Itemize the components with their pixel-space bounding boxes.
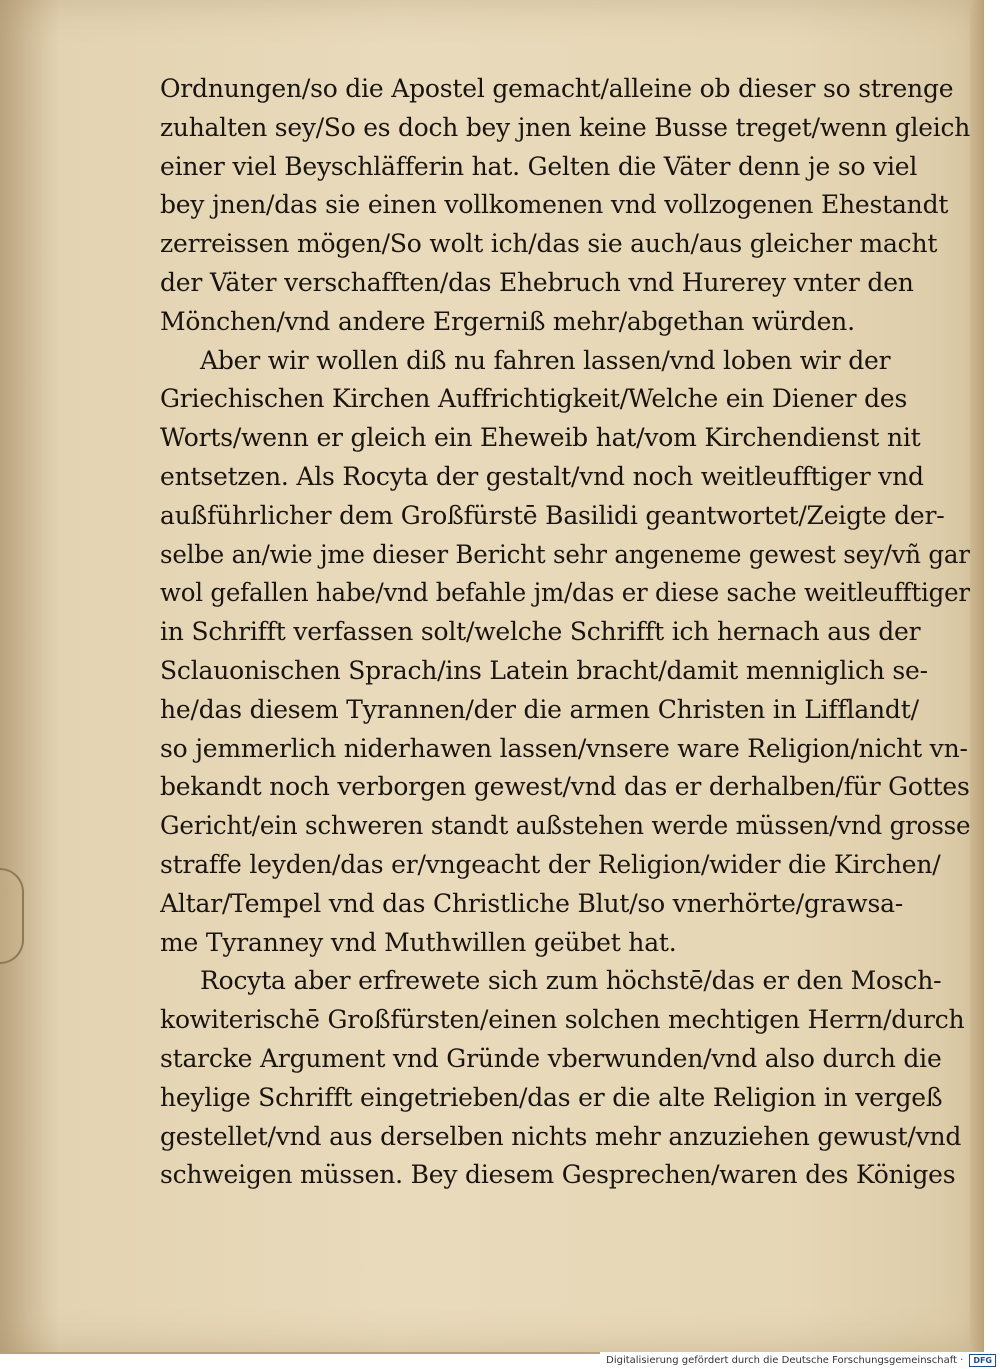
text-line: Altar/Tempel vnd das Christliche Blut/so vnerhörte/grawsa- (160, 888, 904, 918)
body-text (160, 70, 970, 1200)
text-line: gestellet/vnd aus derselben nichts mehr anzuziehen gewust/vnd (160, 1121, 962, 1151)
funding-text: Digitalisierung gefördert durch die Deutsche Forschungsgemeinschaft · (606, 1355, 964, 1366)
text-line: außführlicher dem Großfürstē Basilidi geantwortet/Zeigte der- (160, 500, 945, 530)
text-line: in Schrifft verfassen solt/welche Schrifft ich hernach aus der (160, 617, 921, 647)
dfg-logo-icon: DFG (969, 1354, 996, 1367)
text-line: me Tyranney vnd Muthwillen geübet hat. (160, 927, 677, 957)
text-line: zuhalten sey/So es doch bey jnen keine Busse treget/wenn gleich (160, 112, 970, 142)
page-clip-mark (0, 868, 24, 964)
text-line: bey jnen/das sie einen vollkomenen vnd vollzogenen Ehestandt (160, 190, 949, 220)
text-line: starcke Argument vnd Gründe vberwunden/vnd also durch die (160, 1043, 942, 1073)
text-line (160, 1195, 970, 1200)
text-line: schweigen müssen. Bey diesem Gesprechen/waren des Königes (160, 1160, 956, 1190)
text-line: zerreissen mögen/So wolt ich/das sie auch/aus gleicher macht (160, 229, 938, 259)
text-line: Ordnungen/so die Apostel gemacht/alleine ob dieser so strenge (160, 74, 954, 103)
text-line: Mönchen/vnd andere Ergerniß mehr/abgethan würden. (160, 306, 855, 336)
text-line: einer viel Beyschläfferin hat. Gelten die Väter denn je so viel (160, 151, 918, 181)
text-line: he/das diesem Tyrannen/der die armen Christen in Lifflandt/ (160, 694, 919, 724)
funding-credit (600, 1352, 1000, 1369)
text-line: selbe an/wie jme dieser Bericht sehr angeneme gewest sey/vñ gar (160, 539, 970, 569)
text-line: Sclauonischen Sprach/ins Latein bracht/damit menniglich se- (160, 655, 928, 685)
text-line: Aber wir wollen diß nu fahren lassen/vnd loben wir der (200, 345, 891, 375)
text-line: straffe leyden/das er/vngeacht der Religion/wider die Kirchen/ (160, 849, 941, 879)
text-line: entsetzen. Als Rocyta der gestalt/vnd noch weitleufftiger vnd (160, 461, 924, 491)
text-line: kowiterischē Großfürsten/einen solchen mechtigen Herrn/durch (160, 1005, 965, 1035)
text-line: Gericht/ein schweren standt außstehen werde müssen/vnd grosse (160, 811, 970, 841)
text-line: bekandt noch verborgen gewest/vnd das er derhalben/für Gottes (160, 772, 970, 802)
text-line: der Väter verschafften/das Ehebruch vnd Hurerey vnter den (160, 267, 914, 297)
text-line: Rocyta aber erfrewete sich zum höchstē/das er den Mosch- (200, 966, 942, 996)
text-line: so jemmerlich niderhawen lassen/vnsere ware Religion/nicht vn- (160, 733, 968, 763)
page-edge (970, 0, 982, 1352)
text-line: heylige Schrifft eingetrieben/das er die alte Religion in vergeß (160, 1082, 943, 1112)
text-line: wol gefallen habe/vnd befahle jm/das er diese sache weitleufftiger (160, 578, 970, 608)
text-line: Griechischen Kirchen Auffrichtigkeit/Welche ein Diener des (160, 384, 908, 414)
text-line: Worts/wenn er gleich ein Eheweib hat/vom Kirchendienst nit (160, 423, 921, 453)
